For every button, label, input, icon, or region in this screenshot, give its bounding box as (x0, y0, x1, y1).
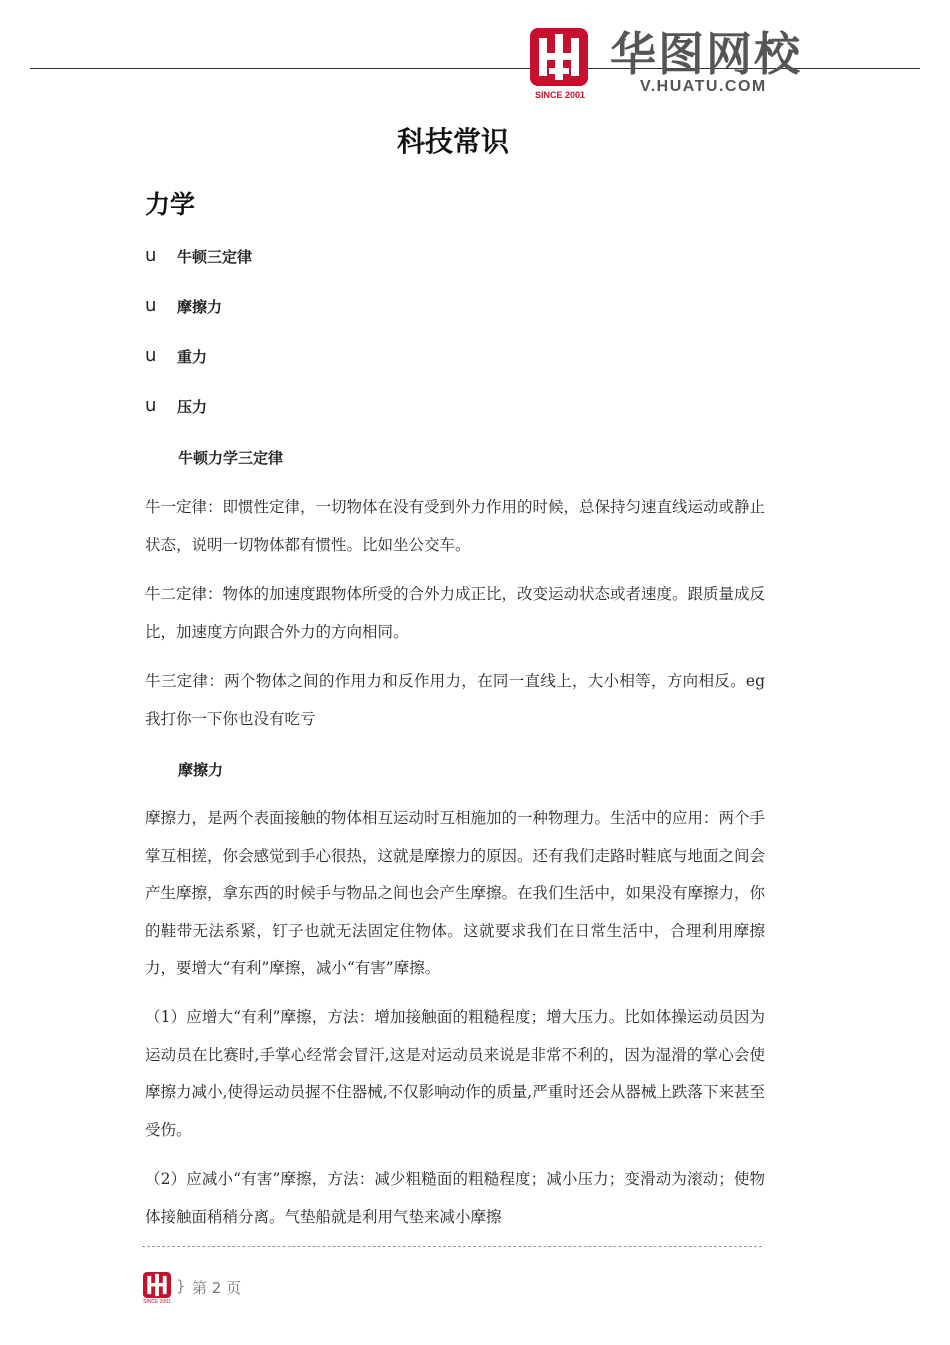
bullet-icon: u (145, 245, 157, 266)
bullet-icon: u (145, 345, 157, 366)
list-item (145, 245, 252, 295)
huatu-logo (530, 28, 835, 103)
subheading-friction: 摩擦力 (178, 761, 224, 779)
paragraph-newton-2: 牛二定律：物体的加速度跟物体所受的合外力成正比，改变运动状态或者速度。跟质量成反比，加速度方向跟合外力的方向相同。 (145, 585, 766, 641)
list-item-label: 牛顿三定律 (177, 248, 253, 266)
bullet-icon: u (145, 395, 157, 416)
list-item (145, 345, 252, 395)
list-item-label: 压力 (177, 398, 208, 416)
section-heading: 力学 (145, 190, 196, 219)
bullet-icon: u (145, 295, 157, 316)
list-item-label: 重力 (177, 348, 208, 366)
paragraph-newton-1: 牛一定律：即惯性定律，一切物体在没有受到外力作用的时候，总保持匀速直线运动或静止状态，说明一切物体都有惯性。比如坐公交车。 (145, 498, 766, 554)
page-number: 第 2 页 (192, 1279, 242, 1297)
list-item-label: 摩擦力 (177, 298, 223, 316)
paragraph-friction-increase: （1）应增大“有利”摩擦，方法：增加接触面的粗糙程度；增大压力。比如体操运动员因为运动员在比赛时,手掌心经常会冒汗,这是对运动员来说是非常不利的，因为湿滑的掌心会使摩擦力减小,使得运动员握不住器械,不仅影响动作的质量,严重时还会从器械上跌落下来甚至受伤。 (145, 1008, 765, 1139)
footer-huatu-icon (143, 1272, 171, 1298)
paragraph-friction-decrease: （2）应减小“有害”摩擦，方法：减少粗糙面的粗糙程度；减小压力；变滑动为滚动；使物体接触面稍稍分离。气垫船就是利用气垫来减小摩擦 (145, 1170, 765, 1226)
logo-brand-name: 华图网校 (610, 27, 802, 81)
topic-list (145, 245, 252, 445)
subheading-newton: 牛顿力学三定律 (178, 449, 284, 467)
footer-since: SINCE 2001 (143, 1299, 171, 1305)
paragraph-friction-intro: 摩擦力，是两个表面接触的物体相互运动时互相施加的一种物理力。生活中的应用：两个手掌互相搓，你会感觉到手心很热，这就是摩擦力的原因。还有我们走路时鞋底与地面之间会产生摩擦，拿东西的时候手与物品之间也会产生摩擦。在我们生活中，如果没有摩擦力，你的鞋带无法系紧，钉子也就无法固定住物体。这就要求我们在日常生活中，合理利用摩擦力，要增大“有利”摩擦，减小“有害”摩擦。 (145, 809, 766, 977)
huatu-badge-icon (530, 28, 588, 86)
footer-rule (142, 1246, 762, 1247)
paragraph-newton-3: 牛三定律：两个物体之间的作用力和反作用力，在同一直线上，大小相等，方向相反。eg 我打你一下你也没有吃亏 (145, 672, 765, 728)
footer-brace: } (176, 1277, 186, 1295)
page-title: 科技常识 (396, 125, 509, 158)
logo-since: SINCE 2001 (534, 90, 586, 100)
list-item (145, 395, 252, 445)
list-item (145, 295, 252, 345)
logo-brand-url: V.HUATU.COM (640, 78, 767, 95)
